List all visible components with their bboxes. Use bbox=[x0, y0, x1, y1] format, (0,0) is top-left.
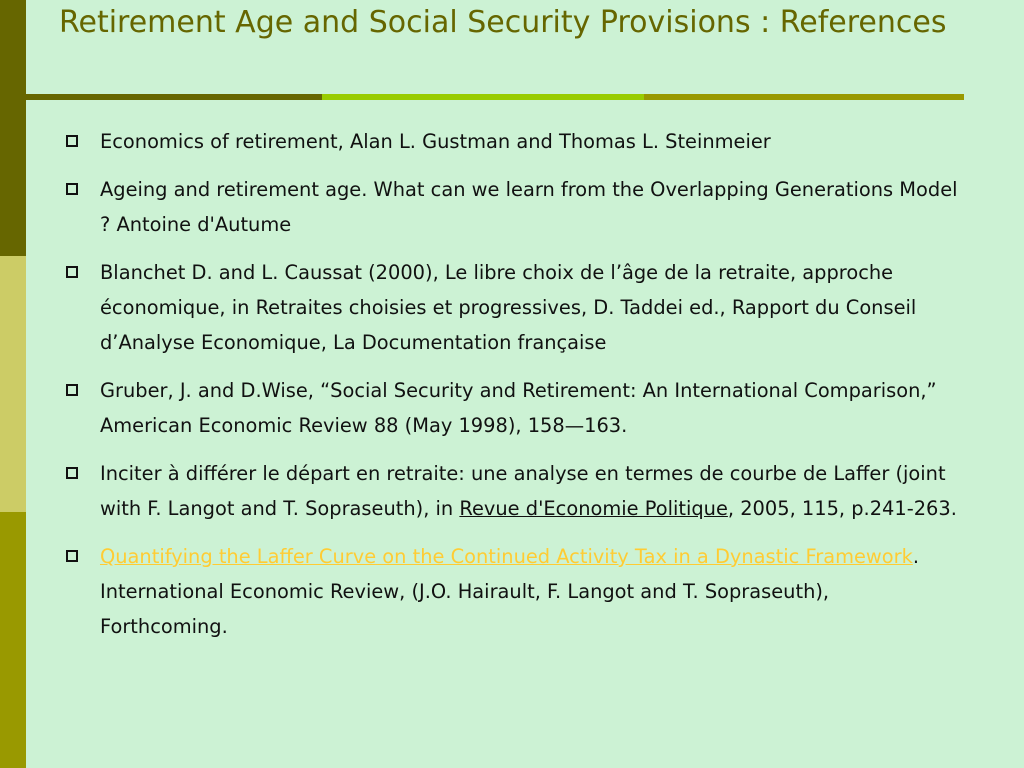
square-bullet-icon bbox=[66, 467, 78, 479]
left-accent-bar-middle bbox=[0, 256, 26, 512]
left-accent-bar-bottom bbox=[0, 512, 26, 768]
reference-text: Economics of retirement, Alan L. Gustman and Thomas L. Steinmeier bbox=[100, 130, 771, 153]
title-rule-segment-1 bbox=[26, 94, 322, 100]
square-bullet-icon bbox=[66, 550, 78, 562]
title-rule-segment-3 bbox=[644, 94, 964, 100]
reference-text: Blanchet D. and L. Caussat (2000), Le libre choix de l’âge de la retraite, approche économique, in Retraites choisies et progressives, D. Taddei ed., Rapport du Conseil d’Analyse Economique, La Documentation française bbox=[100, 261, 917, 354]
square-bullet-icon bbox=[66, 135, 78, 147]
reference-item bbox=[62, 539, 962, 644]
reference-item bbox=[62, 373, 962, 443]
reference-item bbox=[62, 456, 962, 526]
journal-link-revue-economie-politique[interactable]: Revue d'Economie Politique bbox=[459, 497, 728, 520]
paper-link-laffer-curve[interactable]: Quantifying the Laffer Curve on the Continued Activity Tax in a Dynastic Framework bbox=[100, 545, 913, 568]
reference-item bbox=[62, 255, 962, 360]
left-accent-bar-top bbox=[0, 0, 26, 256]
square-bullet-icon bbox=[66, 384, 78, 396]
reference-text: Gruber, J. and D.Wise, “Social Security and Retirement: An International Comparison,” American Economic Review 88 (May 1998), 158—163. bbox=[100, 379, 937, 437]
square-bullet-icon bbox=[66, 266, 78, 278]
reference-item bbox=[62, 172, 962, 242]
reference-text-suffix: . International Economic Review, (J.O. Hairault, F. Langot and T. Sopraseuth), Forthcoming. bbox=[100, 545, 919, 638]
square-bullet-icon bbox=[66, 183, 78, 195]
reference-text: Inciter à différer le départ en retraite: une analyse en termes de courbe de Laffer (joint with F. Langot and T. Sopraseuth), in bbox=[100, 462, 946, 520]
title-rule-segment-2 bbox=[322, 94, 644, 100]
reference-text-suffix: , 2005, 115, p.241-263. bbox=[727, 497, 957, 520]
slide-title: Retirement Age and Social Security Provisions : References bbox=[59, 5, 947, 40]
reference-list bbox=[62, 124, 962, 657]
reference-text: Ageing and retirement age. What can we learn from the Overlapping Generations Model ? Antoine d'Autume bbox=[100, 178, 958, 236]
reference-item bbox=[62, 124, 962, 159]
